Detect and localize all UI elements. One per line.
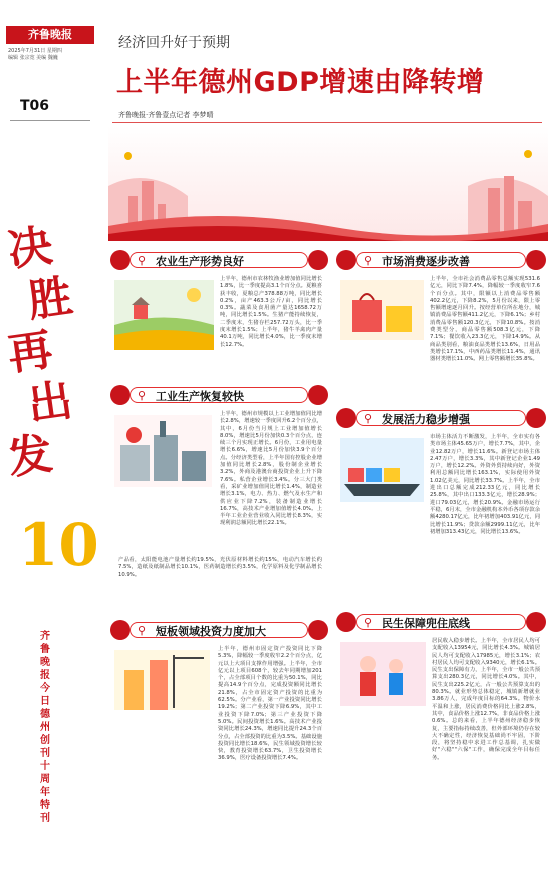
- section-title: 发展活力稳步增强: [382, 413, 470, 426]
- anniversary-number: 10: [18, 511, 99, 579]
- shopping-illustration: [340, 280, 424, 340]
- search-icon: ⚲: [364, 616, 373, 629]
- section-header: [336, 408, 546, 428]
- section-body: 居民收入稳步增长。上半年，全市居民人均可支配收入13954元，同比增长4.3%。城镇居民人均可支配收入17985元，增长3.1%；农村居民人均可支配收入9340元，增长6.1%。民生支出保障有力，上半年，全市一般公共预算支出280.3亿元，同比增长4.0%。其中，民生支出225.2亿元，占一般公共预算支出的80.3%。就业形势总体稳定，城镇新增就业3.86万人，完成年度目标的64.3%。物价水平温和上涨，居民消费价格同比上涨2.8%，其中，食品价格上涨12.7%，非食品价格上涨0.6%。总的来看，上半年德州经济稳步恢复，主要指标持续改善，但外部环境仍存在较大不确定性，经济恢复基础尚不牢固，下阶段，将坚持稳中求进工作总基调，扎实做好"六稳""六保"工作，确保完成全年目标任务。: [432, 638, 540, 761]
- section-title: 民生保障兜住底线: [382, 617, 470, 630]
- skyline-illustration: [108, 126, 548, 241]
- page-title: 上半年德州GDP增速由降转增: [116, 67, 485, 98]
- search-icon: ⚲: [364, 254, 373, 267]
- section-header: [110, 385, 328, 405]
- divider: [10, 120, 90, 121]
- calligraphy-char: 再: [4, 324, 56, 381]
- section-livelihood: [336, 612, 546, 885]
- section-body: 上半年，德州市规模以上工业增加值同比增长2.8%，增速较一季度回升6.2个百分点，其中，6月份当月规上工业增加值增长8.0%，增速比5月份加快0.3个百分点，连续三个月实现正增长。6月份，工业用电量增长6.6%，增速比5月份加快3.9个百分点。分经济类型看，上半年国有控股企业增加值同比增长2.8%，股份制企业增长3.2%，外商及港澳台商投资企业上升下降7.6%。私营企业增长3.4%。分三大门类看，采矿业增加值同比增长1.4%，制造业增长3.1%，电力、热力、燃气及水生产和供应业下降7.2%，装备制造业增长16.7%，高技术产业增加值增长4.0%。上半年工业企业营业收入同比增长8.3%，实现利润总额同比增长22.1%。: [220, 411, 322, 527]
- section-body: 上半年，德州市固定资产投资同比下降5.3%，降幅较一季度收窄2.2个百分点，亿元以上大项目支撑作用增强。上半年，全市亿元以上项目608个，较去年同期增加201个，占全部项目个数的比重为50.1%，同比提高14.9个百分点，完成投资额同比增长21.8%，占全市固定资产投资的比重为62.5%。分产业看，第一产业投资同比增长19.2%；第二产业投资下降6.9%，其中工业投资下降7.0%；第三产业投资下降5.0%。民间投资增长1.6%。高技术产业投资同比增长24.3%，增速同比提升24.3个百分点，占全部投资的比重为3.5%。基础设施投资同比增长18.6%，民生领域投资增长较快，教育投资增长63.7%，卫生投资增长36.9%，医疗设备投资增长7.4%。: [218, 646, 322, 762]
- section-body-continued: 产品看，太阳能电池产量增长约19.5%，光伏原材料增长约15%，电动汽车增长约7.5%，造纸及纸制品增长10.1%，医药制造增长约3.5%，化学原料及化学制品增长10.9%。: [118, 557, 322, 578]
- calligraphy-slogan: [4, 220, 94, 485]
- section-industry: [110, 385, 328, 609]
- search-icon: ⚲: [138, 389, 147, 402]
- section-title: 市场消费逐步改善: [382, 255, 470, 268]
- calligraphy-char: 出: [24, 374, 76, 432]
- date-line: [8, 48, 92, 62]
- factory-illustration: [114, 415, 212, 487]
- calligraphy-char: 决: [4, 220, 56, 277]
- search-icon: ⚲: [138, 254, 147, 267]
- masthead-logo: 齐鲁晚报: [6, 26, 94, 44]
- section-header: [336, 612, 546, 632]
- section-title: 工业生产恢复较快: [156, 390, 244, 403]
- section-body: 市场主体活力不断激发，上半年，全市实有各类市场主体45.65万户，增长7.7%，其中，企业12.82万户，增长11.6%。新登记市场主体2.47万户，增长3.3%，其中新登记企业1.49万户，增长12.2%。外资外贸持续向好，外资利用总额同比增长163.1%，实际使用外资1.02亿美元，同比增长33.7%。上半年，全市进出口总额完成212.33亿元，同比增长25.8%，其中出口133.3亿元，增长28.9%；进口79.03亿元，增长20.9%。金融市场运行平稳，6月末，全市金融机构本外币各项存款余额4280.17亿元，比年初增加403.91亿元，同比增长11.9%；贷款余额2999.11亿元，比年初增加313.43亿元，同比增长13.6%。: [430, 434, 540, 535]
- section-investment: [110, 620, 328, 884]
- family-illustration: [340, 642, 426, 706]
- construction-illustration: [114, 650, 210, 710]
- divider: [112, 122, 542, 123]
- section-body: 上半年，全市社会消费品零售总额实现531.6亿元，同比下降7.4%，降幅较一季度收窄7.6个百分点。其中，限额以上消费品零售额402.2亿元，下降8.2%，5月份以来，限上零售额增速逐月回升。按经营单位所在地分，城镇消费品零售额411.2亿元，下降6.1%；乡村消费品零售额120.3亿元，下降10.8%。按消费类型分，商品零售额508.3亿元，下降7.1%；餐饮收入23.3亿元，下降14.9%。从商品类别看，粮油食品类增长13.6%，日用品类增长17.1%，中西药品类增长11.4%，通讯器材类增长11.0%。网上零售额增长35.8%。: [430, 276, 540, 363]
- section-header: [110, 250, 328, 270]
- section-consumption: [336, 250, 546, 394]
- page-number: T06: [20, 98, 50, 114]
- issue-date: 2025年7月31日 星期四: [8, 48, 62, 54]
- anniversary-caption: 齐鲁晚报今日德州创刊十周年特刊: [40, 631, 50, 824]
- port-illustration: [340, 438, 424, 502]
- section-title: 短板领域投资力度加大: [156, 625, 266, 638]
- section-body: 上半年，德州市农林牧渔业增加值同比增长1.8%，比一季度提高3.1个百分点。夏粮喜获丰收，夏粮总产378.88万吨，同比增长0.2%，亩产463.3公斤/亩，同比增长0.3%。蔬菜及食用菌产量达1658.72万吨，同比增长1.5%。生猪产能持续恢复，二季度末，生猪存栏257.72万头，比一季度末增长1.5%；上半年，猪牛羊禽肉产量40.1万吨，同比增长4.0%，比一季度末增长12.7%。: [220, 276, 322, 348]
- byline: 齐鲁晚报·齐鲁壹点记者 李梦晴: [118, 111, 214, 119]
- search-icon: ⚲: [138, 624, 147, 637]
- section-agriculture: [110, 250, 328, 374]
- section-header: [336, 250, 546, 270]
- farm-illustration: [114, 280, 214, 350]
- calligraphy-char: 胜: [24, 270, 76, 328]
- section-vitality: [336, 408, 546, 622]
- section-title: 农业生产形势良好: [156, 255, 244, 268]
- search-icon: ⚲: [364, 412, 373, 425]
- calligraphy-char: 发: [4, 428, 56, 485]
- left-rail: [0, 0, 100, 885]
- lead-illustration: [108, 126, 548, 241]
- section-header: [110, 620, 328, 640]
- editor-credit: 编辑 张宗宽 美编 魏巍: [8, 55, 58, 61]
- kicker: 经济回升好于预期: [118, 35, 230, 51]
